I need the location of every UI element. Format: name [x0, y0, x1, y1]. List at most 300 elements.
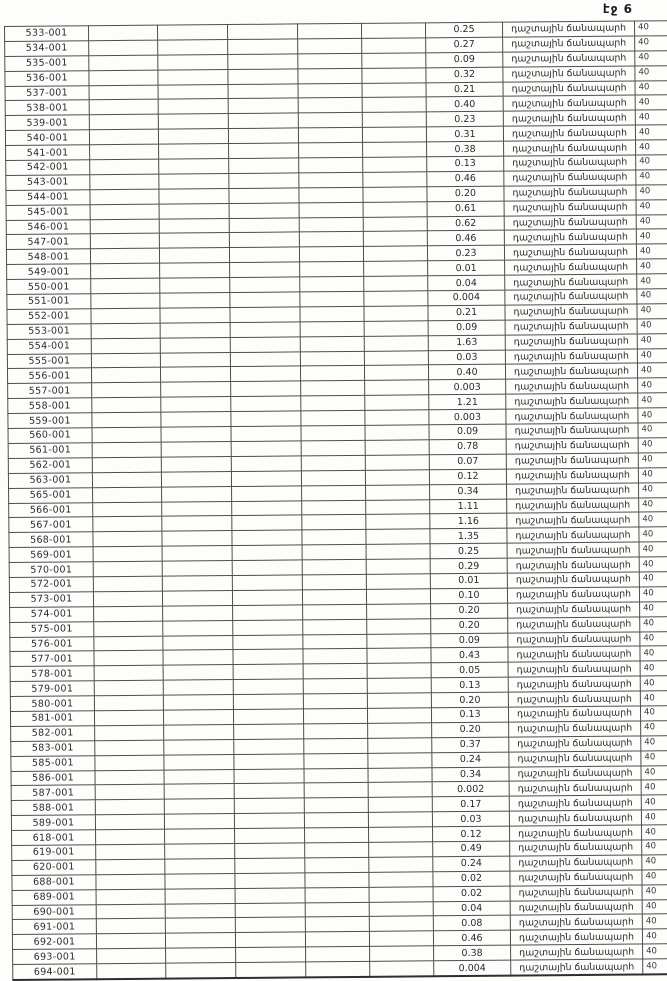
empty-cell [228, 113, 298, 129]
empty-cell [303, 619, 367, 634]
land-code-cell: 40 [640, 691, 667, 706]
parcel-id-cell: 535-001 [5, 56, 89, 72]
empty-cell [157, 25, 227, 41]
empty-cell [235, 932, 305, 948]
empty-cell [164, 814, 234, 830]
land-type-cell: դաշտային ճանապարհ [508, 691, 640, 707]
area-value-cell: 0.12 [429, 469, 506, 485]
empty-cell [164, 739, 234, 755]
area-value-cell: 1.11 [430, 499, 507, 515]
empty-cell [300, 277, 364, 292]
empty-cell [159, 233, 229, 249]
land-type-cell: դաշտային ճանապարհ [508, 661, 640, 677]
empty-cell [366, 499, 430, 514]
empty-cell [158, 129, 228, 145]
parcel-id-cell: 575-001 [10, 621, 94, 637]
land-code-cell: 40 [636, 244, 667, 259]
empty-cell [231, 456, 301, 472]
empty-cell [369, 827, 433, 842]
land-type-cell: դաշտային ճանապարհ [503, 110, 635, 126]
empty-cell [164, 769, 234, 785]
area-value-cell: 0.24 [432, 752, 509, 768]
area-value-cell: 0.04 [428, 275, 505, 291]
empty-cell [235, 888, 305, 904]
parcel-id-cell: 533-001 [5, 26, 89, 42]
land-code-cell: 40 [639, 572, 667, 587]
empty-cell [301, 440, 365, 455]
empty-cell [92, 383, 161, 398]
land-type-cell: դաշտային ճանապարհ [507, 587, 639, 603]
empty-cell [300, 306, 364, 321]
empty-cell [93, 502, 162, 517]
empty-cell [301, 396, 365, 411]
empty-cell [366, 514, 430, 529]
empty-cell [160, 278, 230, 294]
area-value-cell: 0.23 [427, 246, 504, 262]
empty-cell [229, 247, 299, 263]
land-code-cell: 40 [637, 289, 667, 304]
empty-cell [300, 262, 364, 277]
empty-cell [367, 648, 431, 663]
empty-cell [234, 724, 304, 740]
empty-cell [305, 827, 369, 842]
empty-cell [362, 97, 426, 112]
empty-cell [89, 70, 158, 85]
land-type-cell: դաշտային ճանապարհ [506, 423, 638, 439]
empty-cell [369, 931, 433, 946]
empty-cell [91, 338, 160, 353]
empty-cell [364, 291, 428, 306]
empty-cell [95, 725, 164, 740]
area-value-cell: 0.03 [432, 811, 509, 827]
empty-cell [95, 785, 164, 800]
empty-cell [92, 442, 161, 457]
empty-cell [159, 173, 229, 189]
land-code-cell: 40 [635, 65, 667, 80]
empty-cell [163, 665, 233, 681]
area-value-cell: 0.40 [428, 365, 505, 381]
empty-cell [229, 188, 299, 204]
empty-cell [89, 55, 158, 70]
empty-cell [363, 202, 427, 217]
parcel-id-cell: 620-001 [12, 860, 96, 876]
empty-cell [159, 218, 229, 234]
empty-cell [231, 381, 301, 397]
empty-cell [300, 321, 364, 336]
parcel-id-cell: 582-001 [11, 726, 95, 742]
land-type-cell: դաշտային ճանապարհ [506, 393, 638, 409]
empty-cell [298, 68, 362, 83]
area-value-cell: 1.35 [430, 528, 507, 544]
empty-cell [165, 873, 235, 889]
parcel-id-cell: 554-001 [7, 338, 91, 354]
empty-cell [163, 635, 233, 651]
empty-cell [95, 770, 164, 785]
parcel-id-cell: 691-001 [12, 919, 96, 935]
empty-cell [160, 293, 230, 309]
empty-cell [234, 813, 304, 829]
area-value-cell: 0.46 [433, 930, 510, 946]
empty-cell [160, 352, 230, 368]
area-value-cell: 0.32 [426, 67, 503, 83]
empty-cell [370, 961, 434, 977]
empty-cell [93, 576, 162, 591]
parcel-id-cell: 562-001 [8, 458, 92, 474]
land-type-cell: դաշտային ճանապարհ [506, 468, 638, 484]
land-code-cell: 40 [641, 750, 667, 765]
empty-cell [94, 606, 163, 621]
empty-cell [233, 620, 303, 636]
land-code-cell: 40 [635, 80, 667, 95]
empty-cell [305, 842, 369, 857]
empty-cell [94, 665, 163, 680]
empty-cell [363, 187, 427, 202]
land-type-cell: դաշտային ճանապարհ [503, 125, 635, 141]
land-code-cell: 40 [635, 95, 667, 110]
empty-cell [366, 484, 430, 499]
land-type-cell: դաշտային ճանապարհ [507, 572, 639, 588]
empty-cell [298, 38, 362, 53]
empty-cell [300, 366, 364, 381]
empty-cell [369, 916, 433, 931]
empty-cell [158, 99, 228, 115]
empty-cell [299, 217, 363, 232]
land-code-cell: 40 [638, 423, 667, 438]
empty-cell [159, 144, 229, 160]
land-code-cell: 40 [635, 50, 667, 65]
land-type-cell: դաշտային ճանապարհ [507, 483, 639, 499]
empty-cell [163, 620, 233, 636]
empty-cell [160, 307, 230, 323]
empty-cell [362, 67, 426, 82]
parcel-id-cell: 541-001 [6, 145, 90, 161]
land-type-cell: դաշտային ճանապարհ [505, 304, 637, 320]
empty-cell [230, 366, 300, 382]
empty-cell [365, 470, 429, 485]
empty-cell [92, 412, 161, 427]
area-value-cell: 0.61 [427, 201, 504, 217]
land-code-cell: 40 [642, 869, 667, 884]
empty-cell [232, 575, 302, 591]
empty-cell [93, 546, 162, 561]
empty-cell [233, 605, 303, 621]
empty-cell [160, 322, 230, 338]
empty-cell [231, 411, 301, 427]
empty-cell [231, 441, 301, 457]
empty-cell [298, 53, 362, 68]
empty-cell [232, 530, 302, 546]
empty-cell [367, 633, 431, 648]
area-value-cell: 0.20 [431, 603, 508, 619]
empty-cell [162, 486, 232, 502]
empty-cell [92, 427, 161, 442]
empty-cell [159, 248, 229, 264]
parcel-id-cell: 557-001 [8, 383, 92, 399]
empty-cell [362, 53, 426, 68]
empty-cell [97, 963, 166, 979]
land-type-cell: դաշտային ճանապարհ [511, 944, 643, 960]
empty-cell [302, 530, 366, 545]
area-value-cell: 0.03 [428, 350, 505, 366]
area-value-cell: 0.20 [427, 186, 504, 202]
land-type-cell: դաշտային ճանապարհ [508, 706, 640, 722]
empty-cell [90, 234, 159, 249]
land-type-cell: դաշտային ճանապարհ [511, 959, 643, 976]
empty-cell [230, 277, 300, 293]
empty-cell [367, 618, 431, 633]
land-type-cell: դաշտային ճանապարհ [509, 795, 641, 811]
area-value-cell: 0.62 [427, 216, 504, 232]
empty-cell [234, 739, 304, 755]
parcel-id-cell: 573-001 [9, 592, 93, 608]
empty-cell [362, 127, 426, 142]
empty-cell [302, 574, 366, 589]
land-type-cell: դաշտային ճանապարհ [505, 363, 637, 379]
parcel-id-cell: 689-001 [12, 889, 96, 905]
area-value-cell: 0.31 [426, 126, 503, 142]
parcel-id-cell: 618-001 [12, 830, 96, 846]
empty-cell [301, 381, 365, 396]
empty-cell [228, 128, 298, 144]
land-code-cell: 40 [641, 735, 667, 750]
empty-cell [163, 650, 233, 666]
empty-cell [365, 440, 429, 455]
land-code-cell: 40 [637, 333, 667, 348]
land-code-cell: 40 [640, 646, 667, 661]
land-type-cell: դաշտային ճանապարհ [507, 557, 639, 573]
area-value-cell: 0.004 [434, 960, 511, 976]
empty-cell [95, 814, 164, 829]
land-type-cell: դաշտային ճանապարհ [510, 885, 642, 901]
land-code-cell: 40 [641, 765, 667, 780]
empty-cell [364, 350, 428, 365]
empty-cell [232, 545, 302, 561]
land-code-cell: 40 [641, 795, 667, 810]
empty-cell [230, 322, 300, 338]
empty-cell [91, 293, 160, 308]
land-code-cell: 40 [640, 706, 667, 721]
land-type-cell: դաշտային ճանապարհ [506, 453, 638, 469]
empty-cell [231, 426, 301, 442]
parcel-id-cell: 568-001 [9, 532, 93, 548]
land-code-cell: 40 [639, 587, 667, 602]
land-code-cell: 40 [638, 467, 667, 482]
empty-cell [96, 874, 165, 889]
empty-cell [229, 173, 299, 189]
area-value-cell: 0.27 [426, 37, 503, 53]
parcel-id-cell: 545-001 [6, 204, 90, 220]
area-value-cell: 0.02 [433, 871, 510, 887]
empty-cell [163, 605, 233, 621]
empty-cell [164, 799, 234, 815]
empty-cell [94, 710, 163, 725]
land-code-cell: 40 [640, 676, 667, 691]
empty-cell [232, 560, 302, 576]
land-code-cell: 40 [637, 319, 667, 334]
empty-cell [305, 902, 369, 917]
empty-cell [228, 69, 298, 85]
empty-cell [89, 40, 158, 55]
empty-cell [231, 396, 301, 412]
empty-cell [229, 143, 299, 159]
empty-cell [162, 546, 232, 562]
parcel-table [4, 20, 667, 981]
empty-cell [96, 844, 165, 859]
land-type-cell: դաշտային ճանապարհ [508, 646, 640, 662]
empty-cell [91, 263, 160, 278]
empty-cell [229, 232, 299, 248]
empty-cell [303, 649, 367, 664]
empty-cell [361, 23, 425, 38]
empty-cell [303, 604, 367, 619]
area-value-cell: 0.003 [429, 380, 506, 396]
empty-cell [236, 962, 306, 978]
empty-cell [368, 723, 432, 738]
area-value-cell: 0.46 [427, 171, 504, 187]
area-value-cell: 0.25 [425, 22, 502, 38]
land-code-cell: 40 [636, 229, 667, 244]
parcel-id-cell: 539-001 [5, 115, 89, 131]
empty-cell [368, 767, 432, 782]
empty-cell [229, 218, 299, 234]
empty-cell [230, 262, 300, 278]
parcel-id-cell: 587-001 [11, 785, 95, 801]
empty-cell [301, 425, 365, 440]
empty-cell [91, 323, 160, 338]
empty-cell [165, 903, 235, 919]
parcel-id-cell: 550-001 [7, 279, 91, 295]
empty-cell [298, 113, 362, 128]
land-type-cell: դաշտային ճանապարհ [506, 438, 638, 454]
parcel-id-cell: 581-001 [10, 711, 94, 727]
empty-cell [230, 307, 300, 323]
land-type-cell: դաշտային ճանապարհ [503, 66, 635, 82]
empty-cell [160, 337, 230, 353]
land-type-cell: դաշտային ճանապարհ [505, 289, 637, 305]
empty-cell [94, 651, 163, 666]
land-type-cell: դաշտային ճանապարհ [503, 81, 635, 97]
empty-cell [91, 308, 160, 323]
empty-cell [302, 559, 366, 574]
land-type-cell: դաշտային ճանապարհ [509, 780, 641, 796]
land-type-cell: դաշտային ճանապարհ [507, 497, 639, 513]
empty-cell [96, 859, 165, 874]
area-value-cell: 0.38 [434, 945, 511, 961]
parcel-id-cell: 537-001 [5, 85, 89, 101]
empty-cell [97, 948, 166, 963]
land-code-cell: 40 [635, 125, 667, 140]
empty-cell [158, 54, 228, 70]
land-code-cell: 40 [638, 408, 667, 423]
empty-cell [89, 85, 158, 100]
empty-cell [90, 174, 159, 189]
area-value-cell: 0.34 [430, 484, 507, 500]
parcel-id-cell: 578-001 [10, 666, 94, 682]
empty-cell [233, 679, 303, 695]
empty-cell [160, 367, 230, 383]
empty-cell [366, 544, 430, 559]
empty-cell [161, 441, 231, 457]
empty-cell [368, 738, 432, 753]
land-code-cell: 40 [642, 855, 667, 870]
parcel-id-cell: 546-001 [6, 219, 90, 235]
land-type-cell: դաշտային ճանապարհ [509, 736, 641, 752]
area-value-cell: 0.40 [426, 97, 503, 113]
empty-cell [303, 708, 367, 723]
area-value-cell: 0.25 [430, 543, 507, 559]
empty-cell [366, 589, 430, 604]
land-type-cell: դաշտային ճանապարհ [505, 349, 637, 365]
empty-cell [89, 115, 158, 130]
land-type-cell: դաշտային ճանապարհ [510, 870, 642, 886]
empty-cell [304, 783, 368, 798]
empty-cell [165, 888, 235, 904]
land-code-cell: 40 [637, 304, 667, 319]
empty-cell [230, 337, 300, 353]
land-code-cell: 40 [642, 914, 667, 929]
empty-cell [235, 902, 305, 918]
empty-cell [91, 278, 160, 293]
empty-cell [96, 919, 165, 934]
empty-cell [233, 649, 303, 665]
empty-cell [369, 886, 433, 901]
empty-cell [164, 784, 234, 800]
area-value-cell: 0.46 [427, 231, 504, 247]
empty-cell [235, 917, 305, 933]
empty-cell [301, 470, 365, 485]
empty-cell [364, 321, 428, 336]
empty-cell [302, 515, 366, 530]
empty-cell [364, 261, 428, 276]
parcel-id-cell: 693-001 [13, 949, 97, 965]
empty-cell [304, 813, 368, 828]
land-code-cell: 40 [638, 453, 667, 468]
empty-cell [93, 561, 162, 576]
empty-cell [368, 797, 432, 812]
empty-cell [299, 232, 363, 247]
land-type-cell: դաշտային ճանապարհ [509, 751, 641, 767]
area-value-cell: 0.24 [433, 856, 510, 872]
empty-cell [303, 664, 367, 679]
empty-cell [90, 249, 159, 264]
land-code-cell: 40 [641, 810, 667, 825]
area-value-cell: 0.17 [432, 796, 509, 812]
land-type-cell: դաշտային ճանապարհ [508, 676, 640, 692]
area-value-cell: 1.63 [428, 335, 505, 351]
parcel-id-cell: 589-001 [11, 815, 95, 831]
empty-cell [301, 455, 365, 470]
land-type-cell: դաշտային ճանապարհ [503, 36, 635, 52]
land-type-cell: դաշտային ճանապարհ [504, 185, 636, 201]
empty-cell [92, 457, 161, 472]
empty-cell [232, 515, 302, 531]
area-value-cell: 0.43 [431, 648, 508, 664]
parcel-id-cell: 586-001 [11, 770, 95, 786]
land-type-cell: դաշտային ճանապարհ [503, 95, 635, 111]
empty-cell [164, 724, 234, 740]
empty-cell [91, 368, 160, 383]
parcel-id-cell: 553-001 [7, 324, 91, 340]
empty-cell [298, 98, 362, 113]
parcel-id-cell: 544-001 [6, 190, 90, 206]
empty-cell [90, 144, 159, 159]
parcel-id-cell: 577-001 [10, 651, 94, 667]
land-type-cell: դաշտային ճանապարհ [507, 527, 639, 543]
land-type-cell: դաշտային ճանապարհ [510, 840, 642, 856]
land-code-cell: 40 [639, 512, 667, 527]
land-code-cell: 40 [640, 601, 667, 616]
parcel-id-cell: 559-001 [8, 413, 92, 429]
